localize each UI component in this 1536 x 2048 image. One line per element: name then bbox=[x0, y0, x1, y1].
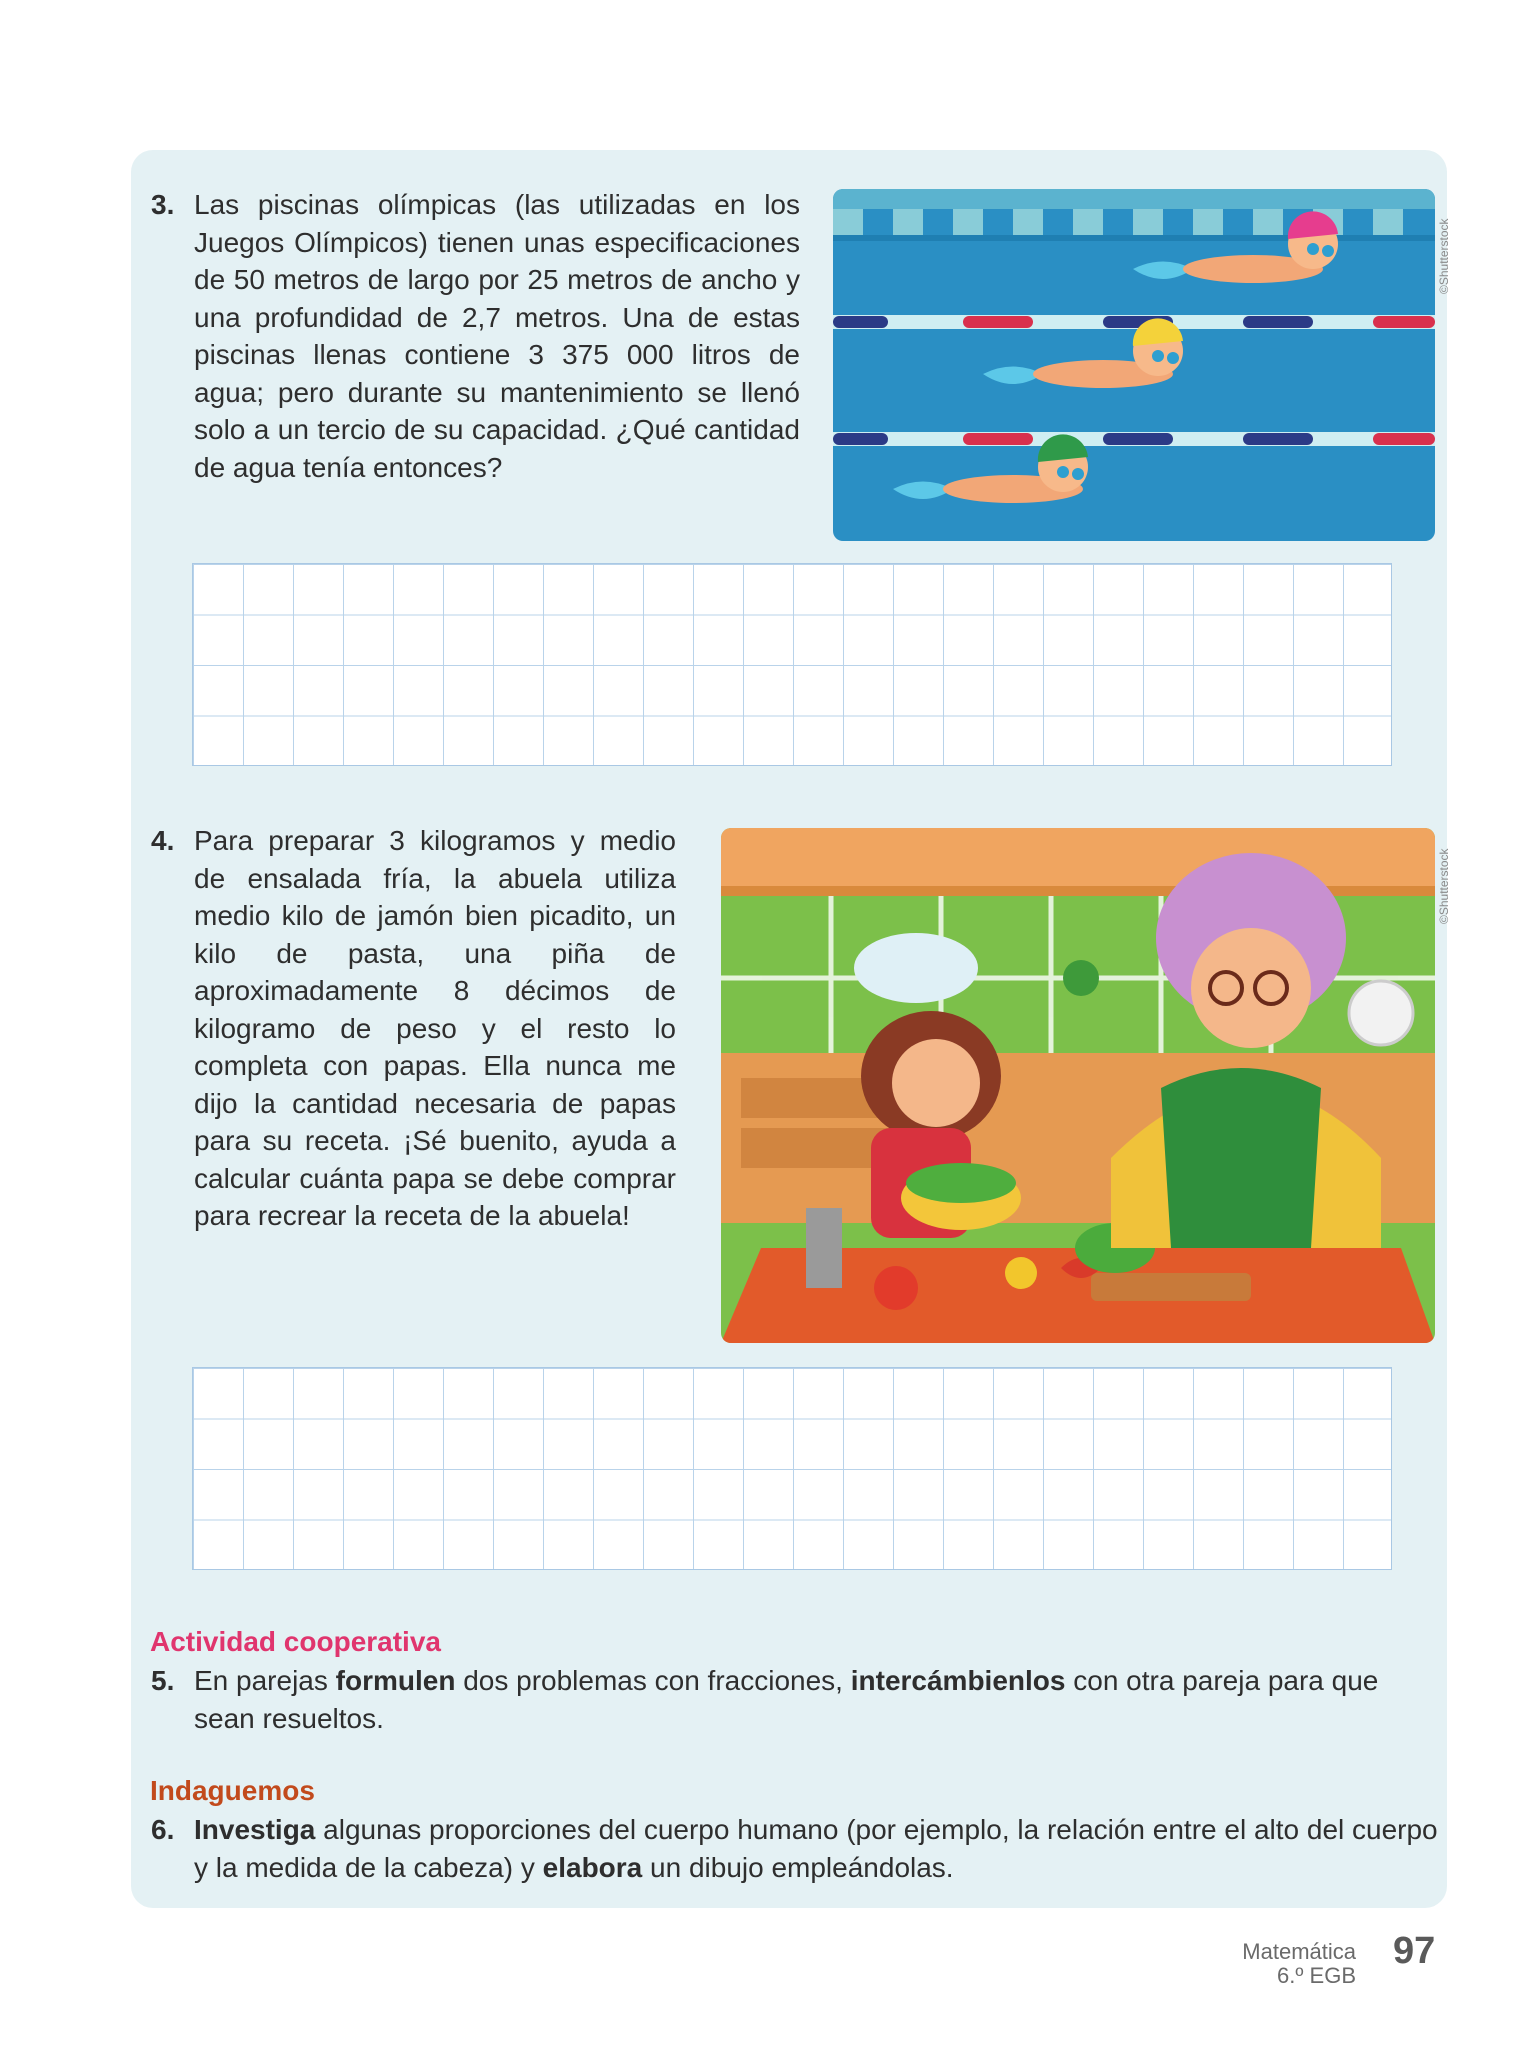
footer-subject bbox=[1242, 1940, 1356, 1988]
problem-text: Investiga algunas proporciones del cuerpo humano (por ejemplo, la relación entre el alto del cuerpo y la medida de la cabeza) y elabora un dibujo empleándolas. bbox=[194, 1814, 1438, 1883]
problem-number: 5. bbox=[151, 1665, 175, 1696]
problem-text: En parejas formulen dos problemas con fracciones, intercámbienlos con otra pareja para que sean resueltos. bbox=[194, 1665, 1379, 1734]
problem-number: 3. bbox=[151, 189, 175, 220]
investigate-heading: Indaguemos bbox=[150, 1775, 315, 1806]
swimmers-illustration bbox=[833, 189, 1435, 541]
problem-number: 6. bbox=[151, 1814, 175, 1845]
answer-grid bbox=[192, 1367, 1392, 1570]
grandma-cooking-illustration bbox=[721, 828, 1435, 1343]
page-number: 97 bbox=[1393, 1930, 1436, 1972]
image-credit: ©Shutterstock bbox=[1437, 848, 1451, 924]
cooperative-heading: Actividad cooperativa bbox=[150, 1626, 441, 1657]
subject-name: Matemática bbox=[1242, 1939, 1356, 1964]
problem-text: Para preparar 3 kilogramos y medio de ensalada fría, la abuela utiliza medio kilo de jamón bien picadito, un kilo de pasta, una piña de aproximadamente 8 décimos de kilogramo de peso y el resto lo completa con papas. Ella nunca me dijo la cantidad necesaria de papas para su receta. ¡Sé buenito, ayuda a calcular cuánta papa se debe comprar para recrear la receta de la abuela! bbox=[194, 825, 676, 1231]
problem-text: Las piscinas olímpicas (las utilizadas en los Juegos Olímpicos) tienen unas especificaciones de 50 metros de largo por 25 metros de ancho y una profundidad de 2,7 metros. Una de estas piscinas llenas contiene 3 375 000 litros de agua; pero durante su mantenimiento se llenó solo a un tercio de su capacidad. ¿Qué cantidad de agua tenía entonces? bbox=[194, 189, 800, 483]
grade-level: 6.º EGB bbox=[1277, 1963, 1356, 1988]
image-credit: ©Shutterstock bbox=[1437, 218, 1451, 294]
answer-grid bbox=[192, 563, 1392, 766]
problem-number: 4. bbox=[151, 825, 175, 856]
